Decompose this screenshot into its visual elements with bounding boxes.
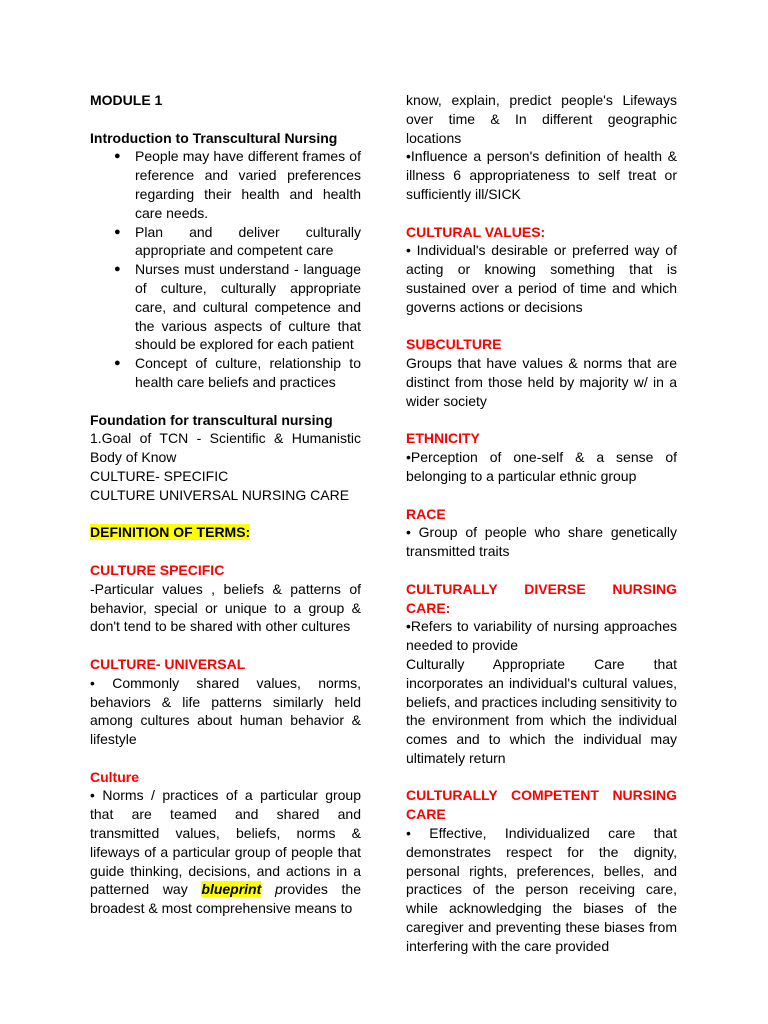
intro-bullet-1: ● People may have different frames of reference and varied preferences regarding their health and health care needs. [90, 147, 361, 222]
cultural-values-text: • Individual's desirable or preferred way of acting or knowing something that is sustained over a period of time and which governs actions or decisions [406, 242, 677, 315]
foundation-line-1: 1.Goal of TCN - Scientific & Humanistic Body of Know [90, 430, 361, 466]
race-text: • Group of people who share genetically transmitted traits [406, 524, 677, 560]
intro-bullet-3: ● Nurses must understand - language of culture, culturally appropriate care, and cultural competence and the various aspects of culture that should be explored for each patient [90, 260, 361, 354]
subculture-heading: SUBCULTURE [406, 336, 502, 353]
continuation-text-1: know, explain, predict people's Lifeways over time & In different geographic locations [406, 92, 677, 146]
definition-heading [90, 523, 361, 542]
culturally-diverse-text-1: •Refers to variability of nursing approaches needed to provide [406, 618, 677, 654]
intro-bullet-2: ● Plan and deliver culturally appropriate and competent care [90, 223, 361, 261]
culture-heading: Culture [90, 768, 139, 785]
culture-text-p: p [261, 881, 283, 898]
cultural-values-heading: CULTURAL VALUES: [406, 223, 546, 240]
subculture-text: Groups that have values & norms that are distinct from those held by majority w/ in a wider society [406, 355, 677, 409]
culture-specific-heading: CULTURE SPECIFIC [90, 561, 225, 578]
culture-text-a: • Norms / practices of a particular group that are teamed and shared and transmitted values, beliefs, norms & lifeways of a particular group of people that guide thinking, decisions, and actions in a patterned way [90, 787, 361, 898]
culturally-competent-heading: CULTURALLY COMPETENT NURSING CARE [406, 787, 677, 823]
culture-universal-text: • Commonly shared values, norms, behaviors & life patterns similarly held among cultures about human behavior & lifestyle [90, 674, 361, 748]
intro-bullet-4: ● Concept of culture, relationship to health care beliefs and practices [90, 354, 361, 392]
right-column [406, 91, 677, 956]
intro-heading: Introduction to Transcultural Nursing [90, 129, 338, 146]
culturally-diverse-text-2: Culturally Appropriate Care that incorporates an individual's cultural values, beliefs, and practices including sensitivity to the environment from which the individual comes and to which the individual may ultimately return [406, 655, 677, 766]
foundation-line-2: CULTURE- SPECIFIC [90, 467, 229, 484]
module-title: MODULE 1 [90, 92, 163, 108]
culturally-competent-text: • Effective, Individualized care that demonstrates respect for the dignity, personal rights, preferences, belles, and practices of the person receiving care, while acknowledging the biases of the caregiver and preventing these biases from interfering with the care provided [406, 825, 677, 954]
culture-text-b: rovides the broadest & most comprehensive means to [90, 881, 361, 917]
left-column [90, 91, 361, 918]
ethnicity-text: •Perception of one-self & a sense of belonging to a particular ethnic group [406, 449, 677, 484]
continuation-text-2: •Influence a person's definition of health & illness 6 appropriateness to self treat or sufficiently ill/SICK [406, 148, 677, 202]
culture-specific-text: -Particular values , beliefs & patterns of behavior, special or unique to a group & don't tend to be shared with other cultures [90, 580, 361, 635]
definition-heading-text: DEFINITION OF TERMS: [90, 524, 251, 541]
culture-universal-heading: CULTURE- UNIVERSAL [90, 655, 246, 672]
race-heading: RACE [406, 505, 446, 522]
blueprint-highlight: blueprint [201, 881, 262, 898]
ethnicity-heading: ETHNICITY [406, 430, 480, 447]
intro-bullet-list [90, 147, 361, 391]
culture-text [90, 786, 361, 918]
culturally-diverse-heading: CULTURALLY DIVERSE NURSING CARE: [406, 580, 677, 616]
foundation-heading: Foundation for transcultural nursing [90, 411, 333, 428]
foundation-line-3: CULTURE UNIVERSAL NURSING CARE [90, 486, 350, 503]
